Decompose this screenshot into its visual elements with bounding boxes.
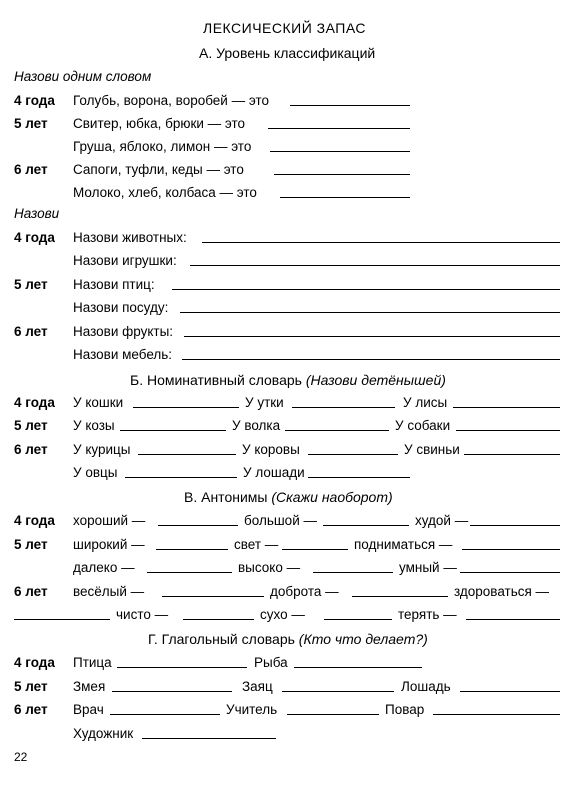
answer-line[interactable] — [120, 430, 226, 431]
verb-prompt: Заяц — [242, 679, 273, 694]
answer-line[interactable] — [282, 691, 394, 692]
antonym-prompt: весёлый — — [73, 584, 145, 599]
classification-item: Молоко, хлеб, колбаса — это — [73, 185, 257, 200]
age-label: 6 лет — [14, 442, 48, 457]
antonym-prompt: широкий — — [73, 537, 145, 552]
name-prompt: Назови посуду: — [73, 300, 169, 315]
answer-line[interactable] — [202, 242, 560, 243]
answer-line[interactable] — [184, 336, 560, 337]
answer-line[interactable] — [466, 619, 560, 620]
answer-line[interactable] — [133, 407, 239, 408]
age-label: 5 лет — [14, 679, 48, 694]
antonym-prompt: терять — — [398, 607, 457, 622]
animal-prompt: У овцы — [73, 465, 118, 480]
animal-prompt: У собаки — [395, 418, 451, 433]
answer-line[interactable] — [280, 197, 410, 198]
answer-line[interactable] — [292, 407, 395, 408]
antonym-prompt: большой — — [244, 513, 317, 528]
animal-prompt: У коровы — [242, 442, 300, 457]
answer-line[interactable] — [138, 454, 236, 455]
animal-prompt: У свиньи — [404, 442, 460, 457]
answer-line[interactable] — [294, 667, 422, 668]
answer-line[interactable] — [352, 596, 448, 597]
answer-line[interactable] — [433, 714, 560, 715]
age-label: 6 лет — [14, 162, 48, 177]
answer-line[interactable] — [324, 619, 392, 620]
section-b-subtitle: (Назови детёнышей) — [305, 372, 446, 388]
verb-prompt: Рыба — [254, 655, 288, 670]
answer-line[interactable] — [268, 128, 410, 129]
answer-line[interactable] — [156, 549, 228, 550]
answer-line[interactable] — [183, 619, 254, 620]
verb-prompt: Птица — [73, 655, 112, 670]
animal-prompt: У лисы — [403, 395, 448, 410]
answer-line[interactable] — [172, 289, 560, 290]
answer-line[interactable] — [470, 525, 560, 526]
animal-prompt: У утки — [245, 395, 284, 410]
animal-prompt: У лошади — [243, 465, 305, 480]
verb-prompt: Учитель — [226, 702, 278, 717]
antonym-prompt: подниматься — — [354, 537, 453, 552]
age-label: 5 лет — [14, 116, 48, 131]
section-a-instruction-2: Назови — [14, 206, 60, 221]
answer-line[interactable] — [462, 549, 560, 550]
animal-prompt: У козы — [73, 418, 115, 433]
antonym-prompt: далеко — — [73, 560, 135, 575]
page-title: ЛЕКСИЧЕСКИЙ ЗАПАС — [203, 20, 366, 36]
verb-prompt: Лошадь — [401, 679, 451, 694]
name-prompt: Назови животных: — [73, 230, 187, 245]
answer-line[interactable] — [308, 454, 398, 455]
antonym-prompt: свет — — [234, 537, 279, 552]
answer-line[interactable] — [460, 691, 560, 692]
answer-line[interactable] — [112, 691, 232, 692]
age-label: 6 лет — [14, 324, 48, 339]
name-prompt: Назови мебель: — [73, 347, 173, 362]
answer-line[interactable] — [14, 619, 110, 620]
section-c-subtitle: (Скажи наоборот) — [271, 489, 393, 505]
answer-line[interactable] — [290, 105, 410, 106]
answer-line[interactable] — [142, 738, 276, 739]
answer-line[interactable] — [125, 477, 237, 478]
age-label: 6 лет — [14, 584, 48, 599]
answer-line[interactable] — [323, 525, 409, 526]
name-prompt: Назови игрушки: — [73, 253, 177, 268]
animal-prompt: У волка — [232, 418, 281, 433]
page-number: 22 — [14, 750, 28, 764]
age-label: 4 года — [14, 230, 55, 245]
antonym-prompt: хороший — — [73, 513, 146, 528]
answer-line[interactable] — [162, 596, 264, 597]
answer-line[interactable] — [274, 174, 410, 175]
animal-prompt: У кошки — [73, 395, 124, 410]
answer-line[interactable] — [282, 549, 348, 550]
age-label: 5 лет — [14, 277, 48, 292]
age-label: 4 года — [14, 513, 55, 528]
answer-line[interactable] — [180, 312, 560, 313]
name-prompt: Назови фрукты: — [73, 324, 174, 339]
age-label: 4 года — [14, 93, 55, 108]
answer-line[interactable] — [147, 572, 232, 573]
classification-item: Голубь, ворона, воробей — это — [73, 93, 269, 108]
antonym-prompt: чисто — — [116, 607, 169, 622]
section-a-heading: А. Уровень классификаций — [199, 45, 376, 61]
antonym-prompt: умный — — [399, 560, 457, 575]
answer-line[interactable] — [117, 667, 247, 668]
answer-line[interactable] — [287, 714, 379, 715]
answer-line[interactable] — [285, 430, 389, 431]
verb-prompt: Повар — [385, 702, 425, 717]
section-c-title: В. Антонимы — [184, 489, 268, 505]
section-d-heading — [148, 631, 428, 647]
verb-prompt: Художник — [73, 726, 134, 741]
section-b-heading — [130, 372, 446, 388]
answer-line[interactable] — [182, 359, 560, 360]
animal-prompt: У курицы — [73, 442, 131, 457]
answer-line[interactable] — [313, 572, 393, 573]
section-c-heading — [184, 489, 393, 505]
classification-item: Сапоги, туфли, кеды — это — [73, 162, 244, 177]
antonym-prompt: худой — — [415, 513, 469, 528]
age-label: 6 лет — [14, 702, 48, 717]
antonym-prompt: доброта — — [270, 584, 339, 599]
answer-line[interactable] — [110, 714, 220, 715]
classification-item: Груша, яблоко, лимон — это — [73, 139, 252, 154]
answer-line[interactable] — [460, 572, 560, 573]
answer-line[interactable] — [270, 151, 410, 152]
age-label: 5 лет — [14, 537, 48, 552]
answer-line[interactable] — [453, 407, 560, 408]
age-label: 5 лет — [14, 418, 48, 433]
section-b-title: Б. Номинативный словарь — [130, 372, 302, 388]
antonym-prompt: высоко — — [238, 560, 301, 575]
antonym-prompt: сухо — — [260, 607, 305, 622]
answer-line[interactable] — [464, 454, 560, 455]
verb-prompt: Врач — [73, 702, 104, 717]
answer-line[interactable] — [308, 477, 410, 478]
age-label: 4 года — [14, 655, 55, 670]
antonym-prompt: здороваться — — [454, 584, 550, 599]
section-d-title: Г. Глагольный словарь — [148, 631, 295, 647]
section-d-subtitle: (Кто что делает?) — [298, 631, 428, 647]
verb-prompt: Змея — [73, 679, 106, 694]
answer-line[interactable] — [158, 525, 238, 526]
answer-line[interactable] — [456, 430, 560, 431]
classification-item: Свитер, юбка, брюки — это — [73, 116, 246, 131]
age-label: 4 года — [14, 395, 55, 410]
section-a-instruction: Назови одним словом — [14, 69, 152, 84]
name-prompt: Назови птиц: — [73, 277, 155, 292]
answer-line[interactable] — [190, 265, 560, 266]
